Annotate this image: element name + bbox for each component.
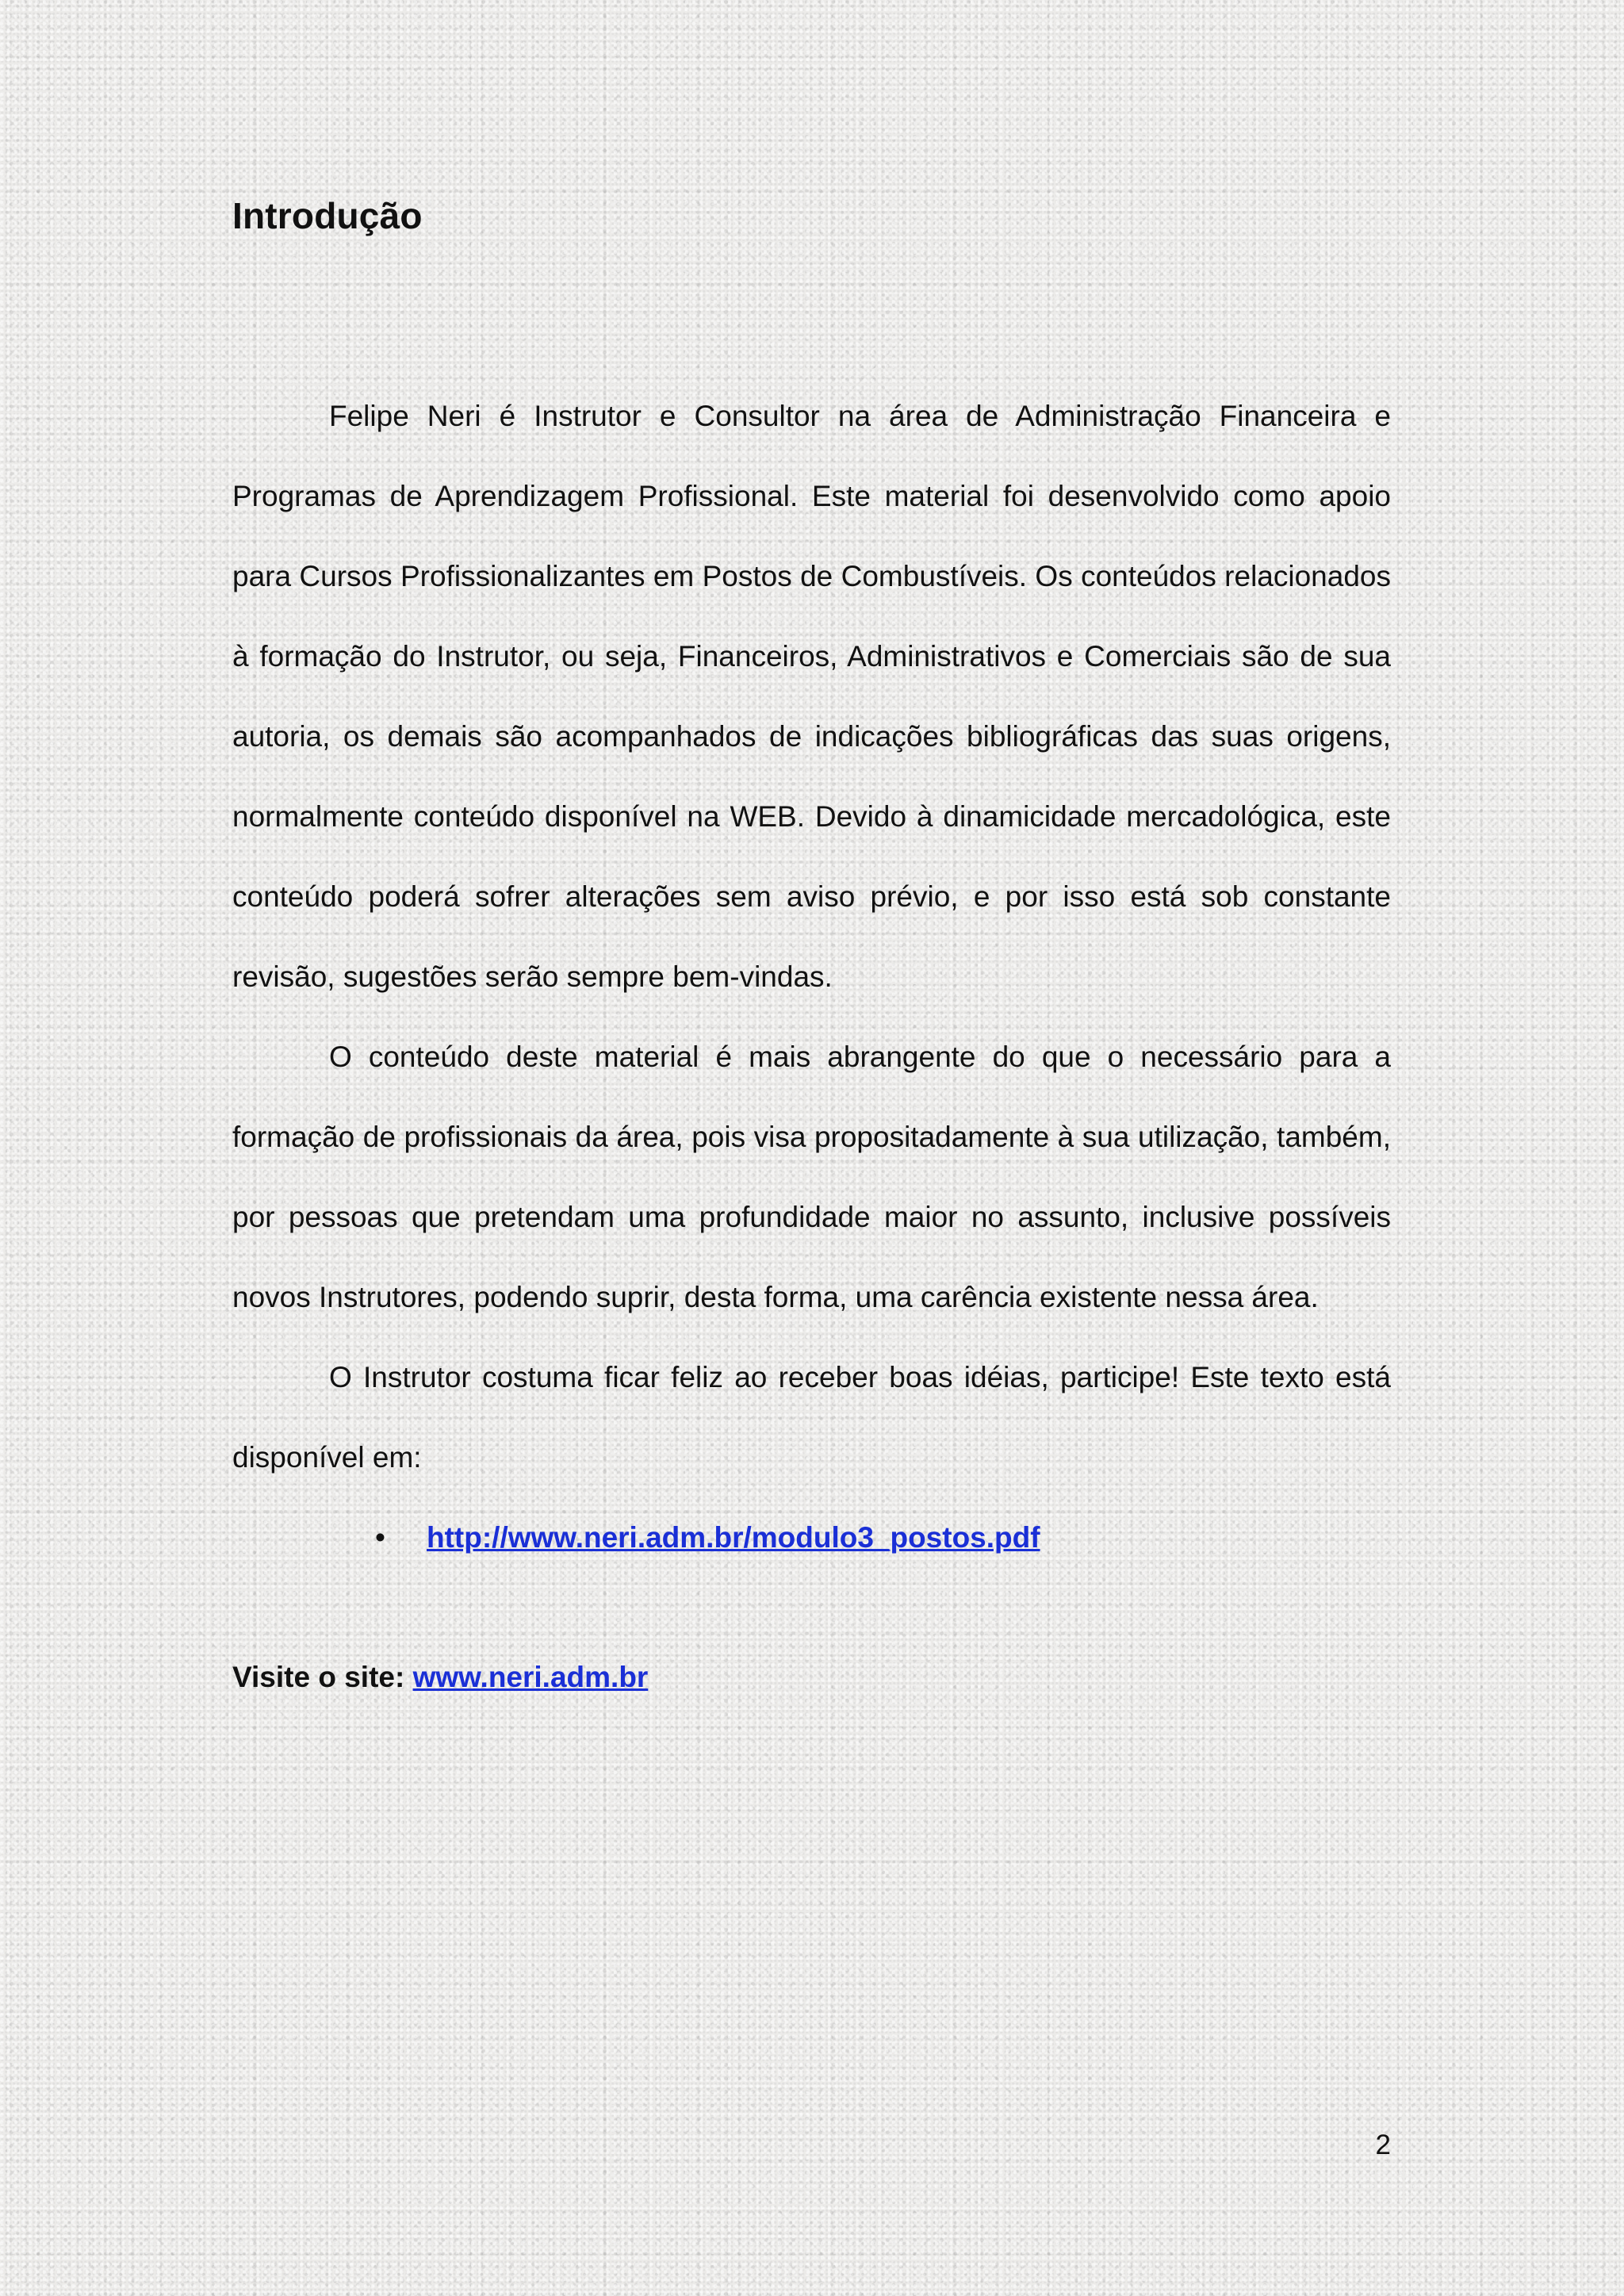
visit-site-line	[232, 1658, 648, 1697]
bullet-icon: •	[375, 1521, 385, 1554]
paragraph-intro: Felipe Neri é Instrutor e Consultor na área de Administração Financeira e Programas de Aprendizagem Profissional. Este material foi desenvolvido como apoio para Cursos Profissionalizantes em Postos de Combustíveis. Os conteúdos relacionados à formação do Instrutor, ou seja, Financeiros, Administrativos e Comerciais são de sua autoria, os demais são acompanhados de indicações bibliográficas das suas origens, normalmente conteúdo disponível na WEB. Devido à dinamicidade mercadológica, este conteúdo poderá sofrer alterações sem aviso prévio, e por isso está sob constante revisão, sugestões serão sempre bem-vindas.	[232, 400, 1391, 993]
paragraph-scope: O conteúdo deste material é mais abrangente do que o necessário para a formação de profissionais da área, pois visa propositadamente à sua utilização, também, por pessoas que pretendam uma profundidade maior no assunto, inclusive possíveis novos Instrutores, podendo suprir, desta forma, uma carência existente nessa área.	[232, 1041, 1391, 1313]
page-number: 2	[1375, 2129, 1391, 2160]
pdf-link[interactable]: http://www.neri.adm.br/modulo3_postos.pdf	[427, 1521, 1040, 1554]
paragraph-availability: O Instrutor costuma ficar feliz ao receber boas idéias, participe! Este texto está disponível em:	[232, 1361, 1391, 1474]
list-item	[232, 1497, 1391, 1577]
site-link[interactable]: www.neri.adm.br	[412, 1661, 649, 1693]
body-text	[232, 376, 1391, 1577]
visit-site-label: Visite o site:	[232, 1661, 413, 1693]
link-list	[232, 1497, 1391, 1577]
page-title: Introdução	[232, 195, 423, 236]
